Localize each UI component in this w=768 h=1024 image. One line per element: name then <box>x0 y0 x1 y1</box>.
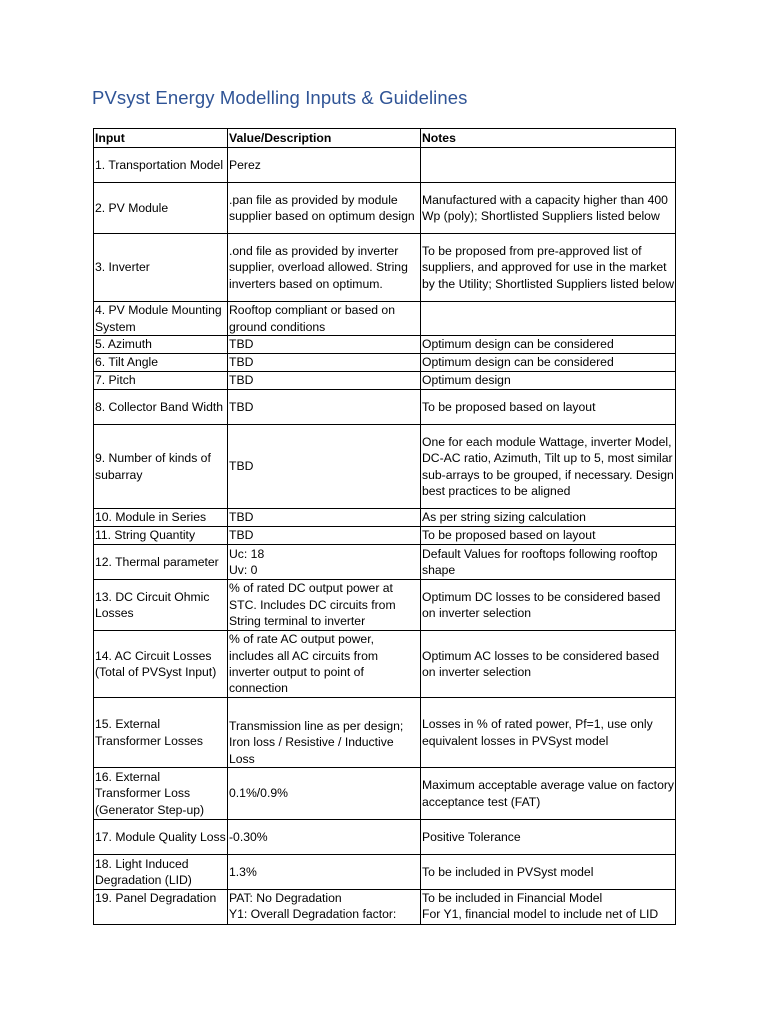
value-cell: .pan file as provided by module supplier based on optimum design <box>228 183 421 234</box>
value-cell: TBD <box>228 527 421 545</box>
notes-cell: Manufactured with a capacity higher than 400 Wp (poly); Shortlisted Suppliers listed below <box>421 183 676 234</box>
input-cell: 12. Thermal parameter <box>94 545 228 580</box>
value-cell: .ond file as provided by inverter supplier, overload allowed. String inverters based on optimum. <box>228 234 421 302</box>
notes-cell: Maximum acceptable average value on factory acceptance test (FAT) <box>421 768 676 820</box>
header-value: Value/Description <box>228 129 421 148</box>
table-row <box>94 372 676 390</box>
notes-cell: Optimum design can be considered <box>421 336 676 354</box>
value-line: Y1: Overall Degradation factor: <box>229 907 397 922</box>
header-input: Input <box>94 129 228 148</box>
input-cell: 3. Inverter <box>94 234 228 302</box>
value-line: PAT: No Degradation <box>229 891 342 905</box>
value-line: Uc: 18 <box>229 546 265 561</box>
input-cell: 4. PV Module Mounting System <box>94 302 228 336</box>
input-cell: 2. PV Module <box>94 183 228 234</box>
value-cell <box>228 545 421 580</box>
notes-cell: One for each module Wattage, inverter Model, DC-AC ratio, Azimuth, Tilt up to 5, most similar sub-arrays to be grouped, if necessary. Design best practices to be aligned <box>421 425 676 509</box>
input-cell: 6. Tilt Angle <box>94 354 228 372</box>
table-row <box>94 390 676 425</box>
table-row <box>94 148 676 183</box>
table-row <box>94 302 676 336</box>
input-cell: 11. String Quantity <box>94 527 228 545</box>
value-cell: TBD <box>228 372 421 390</box>
value-cell: TBD <box>228 390 421 425</box>
table-header-row <box>94 129 676 148</box>
value-cell: % of rated DC output power at STC. Includes DC circuits from String terminal to inverter <box>228 580 421 631</box>
table-row <box>94 820 676 855</box>
value-cell: TBD <box>228 354 421 372</box>
input-cell: 16. External Transformer Loss (Generator Step-up) <box>94 768 228 820</box>
table-row <box>94 631 676 698</box>
table-row <box>94 234 676 302</box>
notes-cell: Losses in % of rated power, Pf=1, use only equivalent losses in PVSyst model <box>421 698 676 768</box>
table-row <box>94 580 676 631</box>
notes-line: For Y1, financial model to include net of LID <box>422 907 659 922</box>
notes-cell: Optimum AC losses to be considered based on inverter selection <box>421 631 676 698</box>
notes-cell: Positive Tolerance <box>421 820 676 855</box>
input-cell: 5. Azimuth <box>94 336 228 354</box>
inputs-table <box>93 128 676 925</box>
input-cell: 1. Transportation Model <box>94 148 228 183</box>
table-row <box>94 425 676 509</box>
notes-cell <box>421 148 676 183</box>
notes-cell: Default Values for rooftops following rooftop shape <box>421 545 676 580</box>
notes-line: To be included in Financial Model <box>422 891 603 905</box>
input-cell: 10. Module in Series <box>94 509 228 527</box>
notes-cell: To be proposed based on layout <box>421 390 676 425</box>
input-cell: 18. Light Induced Degradation (LID) <box>94 855 228 890</box>
notes-cell <box>421 890 676 925</box>
notes-cell: To be proposed based on layout <box>421 527 676 545</box>
table-row <box>94 890 676 925</box>
notes-cell: To be included in PVSyst model <box>421 855 676 890</box>
input-cell: 9. Number of kinds of subarray <box>94 425 228 509</box>
notes-cell: To be proposed from pre-approved list of suppliers, and approved for use in the market by the Utility; Shortlisted Suppliers listed below <box>421 234 676 302</box>
input-cell: 15. External Transformer Losses <box>94 698 228 768</box>
table-row <box>94 545 676 580</box>
notes-cell: Optimum design <box>421 372 676 390</box>
value-line: Uv: 0 <box>229 563 258 577</box>
value-cell: TBD <box>228 336 421 354</box>
input-cell: 14. AC Circuit Losses (Total of PVSyst Input) <box>94 631 228 698</box>
table-row <box>94 183 676 234</box>
page-title: PVsyst Energy Modelling Inputs & Guidelines <box>92 87 468 108</box>
value-cell: 1.3% <box>228 855 421 890</box>
value-cell: TBD <box>228 509 421 527</box>
table-row <box>94 527 676 545</box>
input-cell: 19. Panel Degradation <box>94 890 228 925</box>
value-cell: % of rate AC output power, includes all AC circuits from inverter output to point of connection <box>228 631 421 698</box>
table-row <box>94 336 676 354</box>
input-cell: 13. DC Circuit Ohmic Losses <box>94 580 228 631</box>
header-notes: Notes <box>421 129 676 148</box>
table-row <box>94 768 676 820</box>
notes-cell: Optimum DC losses to be considered based on inverter selection <box>421 580 676 631</box>
value-cell: Rooftop compliant or based on ground conditions <box>228 302 421 336</box>
notes-cell: Optimum design can be considered <box>421 354 676 372</box>
table-row <box>94 354 676 372</box>
value-cell <box>228 890 421 925</box>
input-cell: 7. Pitch <box>94 372 228 390</box>
notes-cell <box>421 302 676 336</box>
value-cell: TBD <box>228 425 421 509</box>
table-row <box>94 698 676 768</box>
notes-cell: As per string sizing calculation <box>421 509 676 527</box>
value-cell: -0.30% <box>228 820 421 855</box>
input-cell: 8. Collector Band Width <box>94 390 228 425</box>
input-cell: 17. Module Quality Loss <box>94 820 228 855</box>
value-cell: Perez <box>228 148 421 183</box>
value-cell: 0.1%/0.9% <box>228 768 421 820</box>
table-row <box>94 855 676 890</box>
value-cell: Transmission line as per design; Iron loss / Resistive / Inductive Loss <box>228 698 421 768</box>
table-row <box>94 509 676 527</box>
